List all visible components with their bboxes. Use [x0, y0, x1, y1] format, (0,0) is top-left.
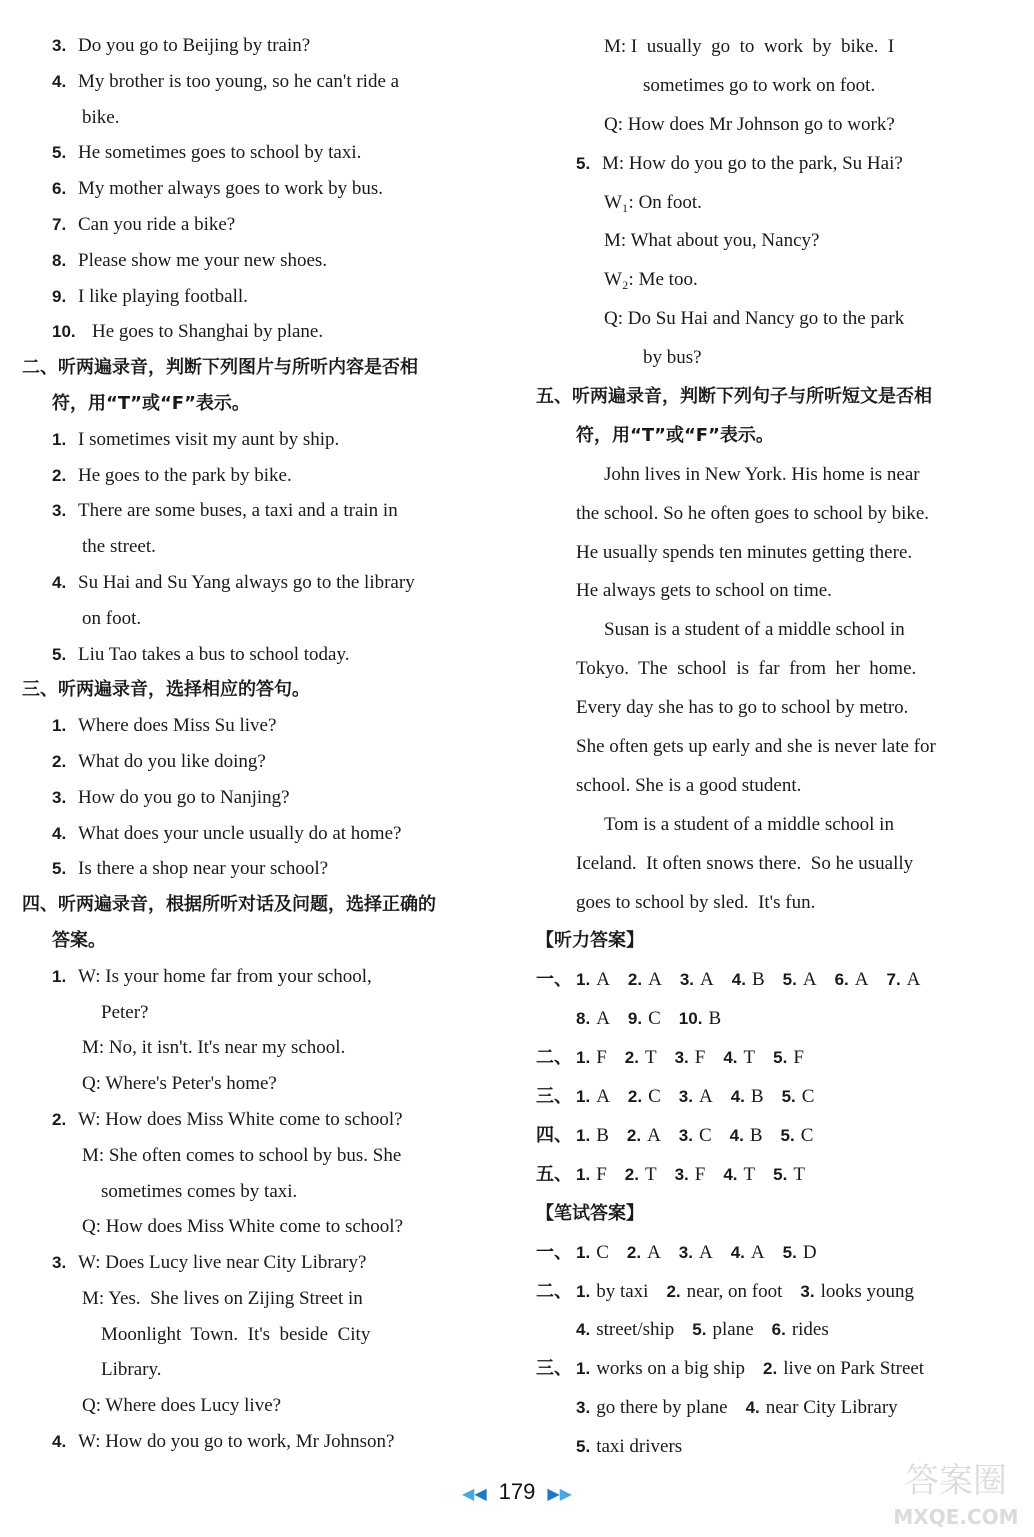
item-number: 1.: [52, 966, 67, 986]
right-line: [536, 611, 1026, 650]
answer-row-prefix: 五、: [536, 1163, 572, 1185]
right-line: [536, 689, 1026, 728]
left-line: [22, 1030, 500, 1066]
answer-value: A: [802, 969, 817, 991]
answer-value: B: [708, 1008, 722, 1030]
line-text: Library.: [82, 1359, 162, 1381]
item-number: 4.: [52, 823, 67, 843]
answer-number: 2.: [666, 1281, 681, 1301]
line-text: bike.: [82, 106, 120, 128]
right-line: [536, 28, 1026, 67]
answer-value: by taxi: [596, 1280, 649, 1302]
line-text: M: How do you go to the park, Su Hai?: [602, 152, 903, 174]
left-line: [22, 458, 500, 494]
answer-number: 4.: [729, 1125, 744, 1145]
answer-value: A: [906, 969, 921, 991]
line-text: My brother is too young, so he can't ride a: [78, 70, 400, 92]
answer-section-header: 【听力答案】: [536, 930, 644, 952]
answer-row-prefix: 三、: [536, 1358, 572, 1380]
line-text: W₂: Me too.: [604, 269, 698, 291]
right-line: [536, 378, 1026, 417]
answer-value: A: [750, 1241, 765, 1263]
answer-value: A: [596, 1086, 610, 1108]
line-text: Peter?: [82, 1001, 149, 1023]
item-number: 1.: [52, 716, 67, 736]
answer-row: [536, 1350, 1026, 1389]
answer-number: 4.: [576, 1320, 591, 1340]
line-text: W: Is your home far from your school,: [78, 965, 372, 987]
answer-number: 2.: [763, 1359, 778, 1379]
answer-number: 9.: [627, 1009, 643, 1029]
answer-value: T: [743, 1163, 756, 1185]
answer-value: A: [647, 1241, 661, 1263]
right-line: [536, 222, 1026, 261]
left-line: [22, 64, 500, 100]
answer-section-header: 【笔试答案】: [536, 1202, 644, 1224]
answer-number: 3.: [678, 1242, 693, 1262]
right-line: [536, 495, 1026, 534]
answer-number: 4.: [723, 1164, 738, 1184]
line-text: Is there a shop near your school?: [78, 858, 329, 880]
answer-number: 2.: [624, 1048, 639, 1068]
answer-value: A: [647, 1124, 661, 1146]
answer-value: T: [644, 1163, 657, 1185]
answer-value: street/ship: [596, 1319, 675, 1341]
answer-number: 3.: [800, 1281, 815, 1301]
answer-number: 1.: [576, 1087, 591, 1107]
answer-value: looks young: [820, 1280, 915, 1302]
answer-value: A: [854, 969, 869, 991]
answer-number: 1.: [576, 1242, 591, 1262]
answer-number: 5.: [773, 1164, 788, 1184]
item-number: 2.: [52, 465, 67, 485]
answer-number: 4.: [730, 1087, 745, 1107]
answer-row: [536, 1117, 1026, 1156]
answer-number: 2.: [627, 970, 643, 990]
answer-number: 2.: [626, 1242, 642, 1262]
left-line: [22, 1388, 500, 1424]
line-text: by bus?: [643, 347, 702, 369]
item-number: 3.: [52, 501, 67, 521]
right-line: [536, 261, 1026, 300]
left-line: [22, 28, 500, 64]
item-number: 2.: [52, 751, 67, 771]
answer-row-prefix: 一、: [536, 1241, 572, 1263]
answer-row: [536, 1078, 1026, 1117]
left-line: [22, 851, 500, 887]
right-line: [536, 339, 1026, 378]
answer-value: T: [644, 1047, 657, 1069]
line-text: W: Does Lucy live near City Library?: [78, 1252, 367, 1274]
left-line: [22, 1245, 500, 1281]
line-text: Susan is a student of a middle school in: [604, 619, 905, 641]
line-text: M: Yes. She lives on Zijing Street in: [82, 1287, 363, 1309]
answer-row: [536, 1311, 1026, 1350]
answer-row-prefix: 二、: [536, 1047, 572, 1069]
line-text: Q: How does Miss White come to school?: [82, 1216, 404, 1238]
answer-value: live on Park Street: [783, 1358, 925, 1380]
right-line: [536, 806, 1026, 845]
left-line: [22, 637, 500, 673]
answer-value: plane: [712, 1319, 754, 1341]
answer-number: 5.: [773, 1048, 788, 1068]
answer-number: 1.: [576, 1048, 591, 1068]
answer-number: 4.: [731, 970, 746, 990]
answer-value: near, on foot: [686, 1280, 783, 1302]
left-line: [22, 243, 500, 279]
answer-value: C: [698, 1124, 712, 1146]
answer-number: 1.: [576, 1164, 591, 1184]
answer-value: A: [596, 969, 610, 991]
item-number: 3.: [52, 1253, 67, 1273]
line-text: What does your uncle usually do at home?: [78, 822, 402, 844]
answer-number: 1.: [576, 1281, 591, 1301]
item-number: 5.: [576, 153, 591, 173]
answer-number: 1.: [576, 970, 591, 990]
answer-number: 3.: [678, 1087, 693, 1107]
answer-value: C: [800, 1124, 814, 1146]
line-text: 五、听两遍录音，判断下列句子与所听短文是否相: [536, 386, 932, 408]
answer-number: 3.: [674, 1048, 689, 1068]
answer-value: F: [694, 1163, 706, 1185]
line-text: She often gets up early and she is never late for: [576, 736, 936, 758]
left-column: [22, 28, 500, 1460]
right-line: [536, 572, 1026, 611]
prev-page-arrow-icon[interactable]: ◀: [462, 1486, 475, 1503]
line-text: Moonlight Town. It's beside City: [82, 1323, 371, 1345]
page-footer: [0, 1472, 1034, 1512]
line-text: M: What about you, Nancy?: [604, 230, 820, 252]
answer-number: 8.: [576, 1009, 591, 1029]
answer-number: 4.: [730, 1242, 745, 1262]
item-number: 8.: [52, 250, 67, 270]
line-text: How do you go to Nanjing?: [78, 786, 290, 808]
line-text: My mother always goes to work by bus.: [78, 178, 384, 200]
left-line: [22, 708, 500, 744]
answer-value: B: [596, 1124, 609, 1146]
answer-row: [536, 1234, 1026, 1273]
item-number: 10.: [52, 322, 76, 342]
item-number: 5.: [52, 859, 67, 879]
left-line: [22, 959, 500, 995]
left-line: [22, 1174, 500, 1210]
answer-number: 3.: [678, 1125, 693, 1145]
answer-value: A: [698, 1086, 713, 1108]
item-number: 4.: [52, 1432, 67, 1452]
line-text: He always gets to school on time.: [576, 580, 832, 602]
right-line: [536, 106, 1026, 145]
watermark-title: 答案圈: [905, 1461, 1007, 1501]
left-line: [22, 207, 500, 243]
answer-number: 1.: [576, 1125, 591, 1145]
left-line: [22, 279, 500, 315]
right-line: [536, 67, 1026, 106]
item-number: 5.: [52, 644, 67, 664]
answer-value: A: [698, 1241, 713, 1263]
item-number: 3.: [52, 787, 67, 807]
item-number: 6.: [52, 179, 67, 199]
left-line: [22, 780, 500, 816]
right-line: [536, 845, 1026, 884]
answer-value: C: [801, 1086, 815, 1108]
left-line: [22, 1352, 500, 1388]
answer-number: 5.: [692, 1320, 707, 1340]
line-text: 符，用“T”或“F”表示。: [52, 392, 250, 414]
right-column: [536, 28, 1026, 1467]
prev-arrow-icon[interactable]: ◀: [474, 1486, 487, 1503]
watermark-url: MXQE.COM: [893, 1505, 1019, 1529]
right-line: [536, 417, 1026, 456]
answer-value: near City Library: [765, 1397, 898, 1419]
answer-value: A: [648, 969, 662, 991]
line-text: M: She often comes to school by bus. She: [82, 1144, 402, 1166]
line-text: I sometimes visit my aunt by ship.: [78, 428, 340, 450]
item-number: 4.: [52, 572, 67, 592]
line-text: Liu Tao takes a bus to school today.: [78, 643, 350, 665]
answer-number: 6.: [771, 1320, 786, 1340]
answer-number: 7.: [886, 970, 901, 990]
left-line: [22, 1138, 500, 1174]
answer-number: 6.: [834, 970, 849, 990]
left-line: [22, 1066, 500, 1102]
answer-value: F: [793, 1047, 804, 1069]
answer-value: rides: [791, 1319, 829, 1341]
answer-number: 3.: [576, 1398, 591, 1418]
answer-value: works on a big ship: [596, 1358, 746, 1380]
answer-row-prefix: 三、: [536, 1086, 572, 1108]
answer-number: 5.: [782, 1242, 797, 1262]
left-line: [22, 1281, 500, 1317]
answer-number: 1.: [576, 1359, 591, 1379]
left-line: [22, 816, 500, 852]
item-number: 1.: [52, 429, 67, 449]
answer-value: C: [648, 1086, 661, 1108]
left-line: [22, 887, 500, 923]
page-number: 179: [498, 1479, 536, 1504]
line-text: Q: Where's Peter's home?: [82, 1073, 277, 1095]
line-text: 三、听两遍录音，选择相应的答句。: [22, 679, 310, 701]
line-text: What do you like doing?: [78, 750, 266, 772]
answer-number: 5.: [576, 1437, 591, 1457]
line-text: 答案。: [52, 929, 106, 951]
answer-value: T: [743, 1047, 756, 1069]
line-text: school. She is a good student.: [576, 774, 802, 796]
right-line: [536, 650, 1026, 689]
right-line: [536, 728, 1026, 767]
answer-value: F: [596, 1163, 607, 1185]
answer-value: D: [802, 1241, 817, 1263]
left-line: [22, 601, 500, 637]
answer-value: F: [694, 1047, 706, 1069]
left-line: [22, 529, 500, 565]
left-line: [22, 100, 500, 136]
left-line: [22, 171, 500, 207]
right-line: [536, 884, 1026, 923]
item-number: 3.: [52, 36, 67, 55]
line-text: W: How do you go to work, Mr Johnson?: [78, 1431, 395, 1453]
left-line: [22, 350, 500, 386]
line-text: Can you ride a bike?: [78, 213, 236, 235]
line-text: Su Hai and Su Yang always go to the library: [78, 571, 415, 593]
item-number: 4.: [52, 71, 67, 91]
answer-value: C: [648, 1008, 661, 1030]
line-text: the street.: [82, 536, 156, 558]
right-line: [536, 534, 1026, 573]
answer-row: [536, 1389, 1026, 1428]
left-line: [22, 314, 500, 350]
left-line: [22, 923, 500, 959]
watermark-logo: [886, 1452, 1026, 1532]
left-line: [22, 135, 500, 171]
right-line: [536, 456, 1026, 495]
line-text: M: I usually go to work by bike. I: [604, 36, 895, 57]
answer-row: [536, 1039, 1026, 1078]
line-text: He sometimes goes to school by taxi.: [78, 142, 362, 164]
left-line: [22, 386, 500, 422]
line-text: Every day she has to go to school by metro.: [576, 697, 909, 719]
line-text: 二、听两遍录音，判断下列图片与所听内容是否相: [22, 357, 418, 379]
left-line: [22, 672, 500, 708]
item-number: 7.: [52, 214, 67, 234]
line-text: W: How does Miss White come to school?: [78, 1108, 403, 1130]
line-text: 四、听两遍录音，根据所听对话及问题，选择正确的: [22, 894, 436, 916]
right-line: [536, 300, 1026, 339]
answer-number: 10.: [678, 1009, 703, 1029]
left-line: [22, 565, 500, 601]
line-text: Tom is a student of a middle school in: [604, 813, 894, 835]
next-arrow-icon[interactable]: ▶: [547, 1486, 560, 1503]
line-text: Q: How does Mr Johnson go to work?: [604, 113, 895, 135]
answer-number: 3.: [674, 1164, 689, 1184]
line-text: Q: Where does Lucy live?: [82, 1395, 282, 1417]
line-text: Where does Miss Su live?: [78, 715, 277, 737]
line-text: He goes to the park by bike.: [78, 464, 292, 486]
line-text: on foot.: [82, 607, 142, 629]
left-line: [22, 1317, 500, 1353]
next-page-arrow-icon[interactable]: ▶: [559, 1486, 572, 1503]
line-text: He goes to Shanghai by plane.: [92, 321, 324, 343]
answer-value: F: [596, 1047, 607, 1069]
answer-number: 4.: [745, 1398, 760, 1418]
answer-value: go there by plane: [596, 1397, 728, 1419]
answer-value: B: [749, 1124, 763, 1146]
right-line: [536, 767, 1026, 806]
line-text: Q: Do Su Hai and Nancy go to the park: [604, 308, 905, 330]
answer-row: [536, 1000, 1026, 1039]
line-text: Do you go to Beijing by train?: [78, 35, 311, 56]
answer-row: [536, 961, 1026, 1000]
left-line: [22, 493, 500, 529]
answer-row: [536, 1273, 1026, 1312]
answer-number: 5.: [782, 970, 797, 990]
answer-value: T: [793, 1163, 805, 1185]
answer-value: A: [596, 1008, 610, 1030]
left-line: [22, 744, 500, 780]
answer-number: 3.: [679, 970, 695, 990]
line-text: sometimes comes by taxi.: [82, 1180, 298, 1202]
answer-number: 5.: [780, 1125, 795, 1145]
answer-number: 2.: [626, 1125, 642, 1145]
line-text: 符，用“T”或“F”表示。: [576, 424, 774, 446]
line-text: W₁: On foot.: [604, 191, 702, 213]
left-line: [22, 422, 500, 458]
line-text: M: No, it isn't. It's near my school.: [82, 1037, 346, 1059]
left-line: [22, 1209, 500, 1245]
item-number: 2.: [52, 1109, 67, 1129]
item-number: 9.: [52, 286, 67, 306]
answer-row-prefix: 四、: [536, 1124, 572, 1146]
answer-row-prefix: 二、: [536, 1280, 572, 1302]
answer-value: C: [596, 1241, 609, 1263]
left-line: [22, 995, 500, 1031]
answer-value: taxi drivers: [596, 1436, 683, 1458]
line-text: the school. So he often goes to school by bike.: [576, 502, 930, 524]
answer-number: 4.: [723, 1048, 738, 1068]
line-text: He usually spends ten minutes getting there.: [576, 541, 913, 563]
line-text: goes to school by sled. It's fun.: [576, 891, 816, 913]
line-text: Please show me your new shoes.: [78, 249, 328, 271]
item-number: 5.: [52, 143, 67, 163]
answer-value: B: [751, 969, 765, 991]
answer-number: 5.: [781, 1087, 796, 1107]
answer-row-prefix: 一、: [536, 969, 572, 991]
line-text: John lives in New York. His home is near: [604, 463, 920, 485]
line-text: There are some buses, a taxi and a train in: [78, 500, 398, 522]
right-line: [536, 184, 1026, 223]
line-text: Iceland. It often snows there. So he usually: [576, 852, 914, 874]
right-line: [536, 145, 1026, 184]
line-text: Tokyo. The school is far from her home.: [576, 658, 917, 680]
answer-value: A: [700, 969, 714, 991]
left-line: [22, 1424, 500, 1460]
line-text: sometimes go to work on foot.: [643, 74, 876, 96]
answer-row: [536, 1156, 1026, 1195]
answer-value: B: [750, 1086, 764, 1108]
left-line: [22, 1102, 500, 1138]
line-text: I like playing football.: [78, 285, 248, 307]
answer-number: 2.: [624, 1164, 639, 1184]
answer-number: 2.: [627, 1087, 643, 1107]
